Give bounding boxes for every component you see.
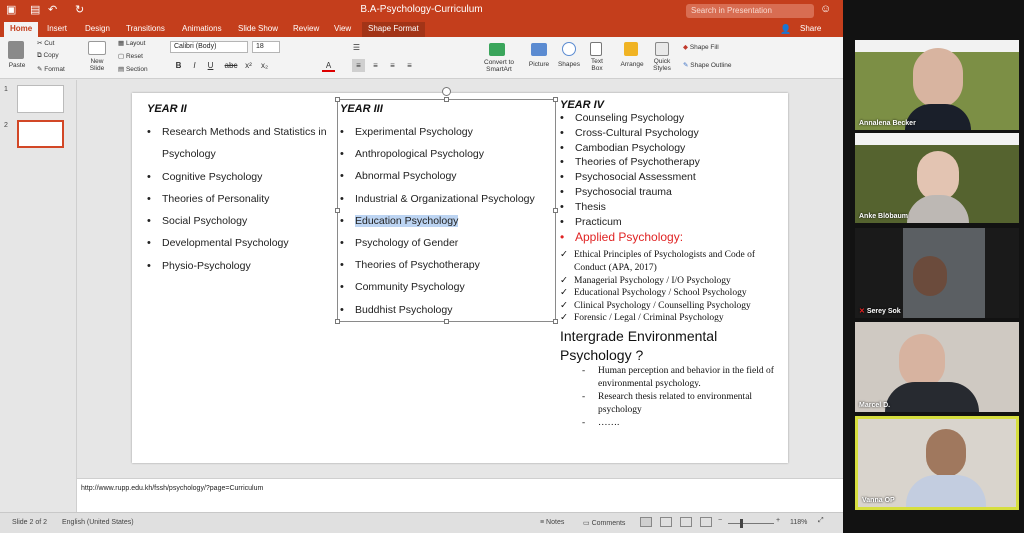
slide-counter: Slide 2 of 2 [12, 519, 48, 526]
participant-face [913, 256, 947, 296]
paste-label: Paste [8, 62, 26, 69]
new-slide-icon[interactable] [88, 41, 106, 55]
shapes-icon[interactable] [562, 42, 576, 56]
applied-check-list [560, 249, 780, 325]
save-icon[interactable]: ▤ [30, 4, 41, 16]
list-item: • Buddhist Psychology [340, 299, 555, 321]
check-item: ✓ Managerial Psychology / I/O Psychology [560, 275, 780, 288]
zoom-level[interactable]: 118% [790, 519, 808, 526]
resize-handle[interactable] [553, 97, 558, 102]
check-item: ✓ Forensic / Legal / Criminal Psychology [560, 312, 780, 325]
participant-body [885, 382, 979, 412]
status-bar [0, 512, 843, 533]
active-speaker-tile[interactable] [855, 416, 1019, 510]
selected-text[interactable]: Education Psychology [355, 214, 459, 227]
ribbon [0, 37, 843, 79]
slide-thumbnails [0, 80, 77, 512]
copy-button[interactable]: ⧉ Copy [37, 52, 59, 59]
format-button[interactable]: ✎ Format [37, 66, 65, 73]
participant-name: Marcel D. [859, 402, 891, 409]
ribbon-tabs [0, 22, 843, 37]
list-item: • Community Psychology [340, 276, 555, 298]
zoom-slider-thumb[interactable] [740, 519, 743, 528]
participant-face [913, 48, 963, 108]
normal-view-icon[interactable] [640, 517, 652, 527]
resize-handle[interactable] [444, 97, 449, 102]
list-item: • Thesis [560, 200, 780, 215]
slideshow-view-icon[interactable] [700, 517, 712, 527]
list-item: • Abnormal Psychology [340, 165, 555, 187]
participant-tile[interactable] [855, 133, 1019, 223]
list-item: • Theories of Psychotherapy [560, 155, 780, 170]
convert-smartart-label: Convert to SmartArt [484, 59, 514, 73]
tab-transitions[interactable]: Transitions [126, 24, 165, 33]
align-right-icon[interactable]: ≡ [390, 61, 395, 70]
tab-view[interactable]: View [334, 24, 352, 33]
section-label: Section [125, 66, 148, 73]
quick-styles-label: Quick Styles [653, 58, 671, 72]
copy-label: Copy [43, 52, 59, 59]
list-item: • Cognitive Psychology [147, 166, 337, 188]
dash-item: - Research thesis related to environmental psychology [582, 391, 780, 417]
participant-name: Anke Blöbaum [859, 213, 909, 220]
list-item: • Physio-Psychology [147, 255, 337, 277]
layout-label: Layout [125, 40, 146, 47]
muted-icon: ✕ [859, 308, 865, 315]
participant-face [899, 334, 945, 388]
year-2-list [147, 121, 337, 277]
list-item: • Anthropological Psychology [340, 143, 555, 165]
list-item: • Research Methods and Statistics in Psychology [147, 121, 337, 166]
list-item: • Developmental Psychology [147, 232, 337, 254]
superscript-icon[interactable]: x² [245, 61, 252, 70]
picture-icon[interactable] [531, 43, 547, 56]
video-call-panel [843, 0, 1024, 533]
year-3-title: YEAR III [340, 103, 383, 115]
participant-tile[interactable] [855, 228, 1019, 318]
participant-body [906, 475, 986, 509]
shape-outline-button[interactable] [683, 61, 731, 69]
intergrade-heading: Intergrade Environmental Psychology ? [560, 327, 718, 363]
participant-name: Vanna OP [862, 497, 895, 504]
participant-tile[interactable] [855, 322, 1019, 412]
notes-button[interactable] [540, 519, 564, 526]
notes-icon: ≡ [540, 519, 545, 526]
list-item: • Cross-Cultural Psychology [560, 126, 780, 141]
reset-label: Reset [125, 53, 143, 60]
comments-icon: ▭ [583, 520, 590, 527]
strikethrough-icon[interactable]: abc [224, 61, 238, 70]
align-left-icon[interactable]: ≡ [352, 59, 365, 72]
comments-label: Comments [591, 520, 626, 527]
list-item: • Theories of Personality [147, 188, 337, 210]
arrange-icon[interactable] [624, 42, 638, 56]
share-button[interactable]: Share [800, 24, 822, 33]
rotate-handle[interactable] [442, 87, 451, 96]
italic-icon[interactable]: I [193, 61, 196, 70]
resize-handle[interactable] [335, 97, 340, 102]
list-item-selected[interactable] [340, 210, 555, 232]
layout-button[interactable]: ▦ Layout [118, 40, 146, 47]
comments-button[interactable] [583, 519, 625, 527]
list-item: • Psychology of Gender [340, 232, 555, 254]
tab-insert[interactable]: Insert [47, 24, 68, 33]
list-item: • Social Psychology [147, 210, 337, 232]
slide-thumbnail-2[interactable] [17, 120, 64, 148]
font-size-select[interactable]: 18 [252, 41, 280, 53]
font-name-select[interactable]: Calibri (Body) [170, 41, 248, 53]
title-bar [0, 0, 843, 22]
underline-icon[interactable]: U [207, 61, 214, 70]
year-2-title: YEAR II [147, 103, 187, 115]
shape-fill-label: Shape Fill [689, 44, 719, 51]
tab-design[interactable]: Design [85, 24, 110, 33]
bold-icon[interactable]: B [175, 61, 182, 70]
notes-link[interactable]: http://www.rupp.edu.kh/fssh/psychology/?page=Curriculum [81, 485, 264, 492]
year-2-block [147, 103, 337, 277]
redo-icon[interactable]: ↻ [75, 4, 85, 16]
participant-name: Annalena Becker [859, 120, 916, 127]
zoom-in-icon[interactable]: + [776, 517, 781, 524]
list-item: • Psychosocial trauma [560, 185, 780, 200]
zoom-slider[interactable] [728, 523, 774, 524]
paste-icon[interactable] [8, 41, 24, 59]
check-item: ✓ Ethical Principles of Psychologists and Code of Conduct (APA, 2017) [560, 249, 780, 274]
applied-psychology-heading: • Applied Psychology: [560, 229, 780, 246]
new-slide-label: New Slide [89, 58, 105, 72]
list-item: • Counseling Psychology [560, 111, 780, 126]
year-4-block [560, 99, 780, 430]
participant-face [926, 429, 966, 477]
align-center-icon[interactable]: ≡ [373, 61, 378, 70]
shape-fill-button[interactable] [683, 43, 719, 51]
shapes-label: Shapes [557, 61, 581, 68]
subscript-icon[interactable]: x₂ [260, 61, 269, 70]
text-box-label: Text Box [591, 58, 603, 72]
year-4-list [560, 111, 780, 229]
tab-slide-show[interactable]: Slide Show [238, 24, 279, 33]
slide-sorter-icon[interactable] [660, 517, 672, 527]
quick-styles-icon[interactable] [655, 42, 669, 56]
autosave-icon[interactable]: ▣ [6, 4, 17, 16]
fit-slide-icon[interactable]: ⤢ [818, 517, 824, 524]
justify-icon[interactable]: ≡ [407, 61, 412, 70]
participant-tile[interactable] [855, 40, 1019, 130]
notes-label: Notes [546, 519, 565, 526]
dash-item: - ……. [582, 417, 780, 430]
format-label: Format [44, 66, 65, 73]
cut-label: Cut [44, 40, 55, 47]
check-item: ✓ Educational Psychology / School Psychology [560, 287, 780, 300]
document-title: B.A-Psychology-Curriculum [360, 4, 483, 15]
reset-button[interactable]: ▢ Reset [118, 53, 143, 60]
share-icon[interactable]: 👤 [780, 24, 792, 34]
intergrade-list [582, 365, 780, 430]
shape-fill-icon: ◆ [683, 44, 688, 51]
list-item: • Theories of Psychotherapy [340, 254, 555, 276]
check-item: ✓ Clinical Psychology / Counselling Psychology [560, 300, 780, 313]
section-button[interactable]: ▤ Section [118, 66, 148, 73]
year-3-list [340, 121, 555, 321]
cut-button[interactable]: ✂ Cut [37, 40, 55, 47]
search-input[interactable]: Search in Presentation [686, 4, 814, 18]
tab-shape-format[interactable]: Shape Format [362, 22, 425, 37]
year-4-title: YEAR IV [560, 99, 605, 111]
font-color-icon[interactable]: A [322, 59, 335, 72]
list-item: • Cambodian Psychology [560, 141, 780, 156]
notes-pane[interactable] [77, 478, 843, 512]
shape-outline-icon: ✎ [683, 62, 689, 69]
year-3-block [340, 103, 555, 321]
shape-outline-label: Shape Outline [690, 62, 732, 69]
zoom-out-icon[interactable]: − [718, 517, 723, 524]
tab-review[interactable]: Review [293, 24, 320, 33]
list-item: • Practicum [560, 215, 780, 230]
tab-animations[interactable]: Animations [182, 24, 222, 33]
smiley-icon[interactable]: ☺ [820, 3, 832, 15]
list-item: • Industrial & Organizational Psychology [340, 188, 555, 210]
tab-home[interactable]: Home [4, 22, 38, 37]
thumb-number: 1 [4, 86, 8, 93]
language-indicator[interactable]: English (United States) [62, 519, 134, 526]
reading-view-icon[interactable] [680, 517, 692, 527]
participant-name-text: Serey Sok [866, 308, 901, 315]
banner-logos [855, 133, 1019, 145]
arrange-label: Arrange [620, 61, 644, 68]
dash-item: - Human perception and behavior in the field of environmental psychology. [582, 365, 780, 391]
smartart-icon[interactable] [489, 43, 505, 56]
participant-name [859, 307, 901, 315]
bullets-icon[interactable]: ☰ [352, 43, 361, 52]
list-item: • Psychosocial Assessment [560, 170, 780, 185]
slide-thumbnail-1[interactable] [17, 85, 64, 113]
text-box-icon[interactable] [590, 42, 602, 56]
participant-face [917, 151, 959, 201]
list-item: • Experimental Psychology [340, 121, 555, 143]
undo-icon[interactable]: ↶ [48, 4, 58, 16]
picture-label: Picture [528, 61, 550, 68]
thumb-number: 2 [4, 122, 8, 129]
